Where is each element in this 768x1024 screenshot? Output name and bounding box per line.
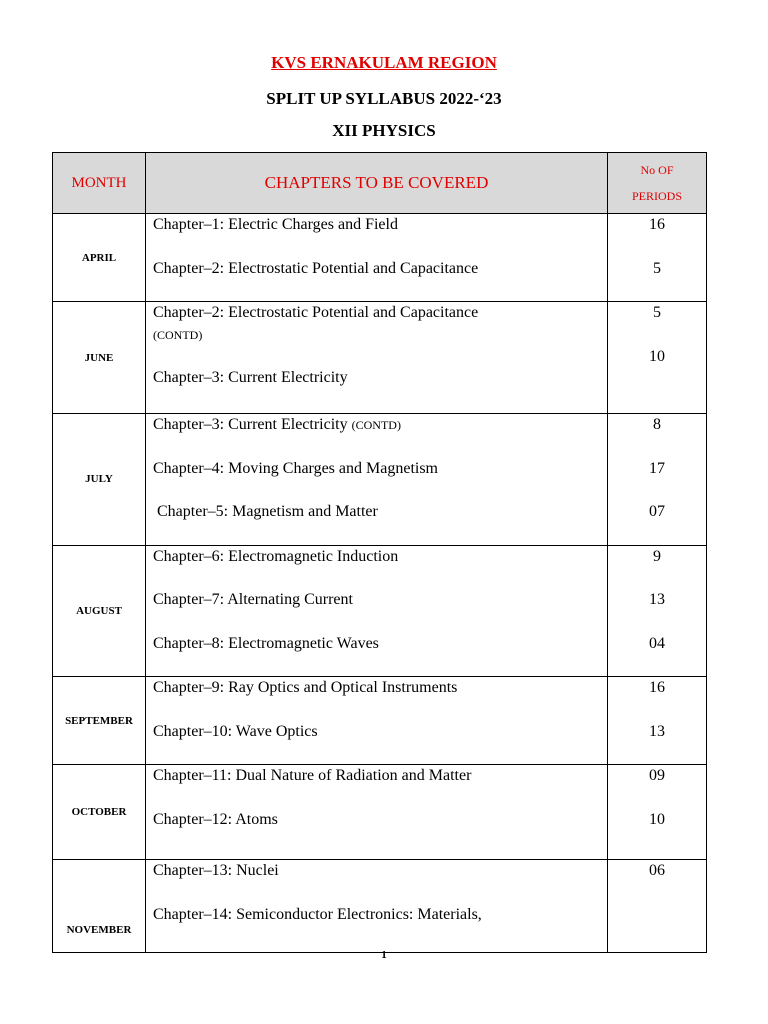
periods-cell (608, 677, 707, 765)
chapter-item: Chapter–12: Atoms (153, 810, 278, 828)
column-header-chapters: CHAPTERS TO BE COVERED (146, 153, 608, 214)
periods-cell (608, 545, 707, 677)
table-row (53, 214, 707, 302)
chapters-cell (146, 765, 608, 860)
periods-cell (608, 765, 707, 860)
table-header-row (53, 153, 707, 214)
period-value: 06 (649, 862, 665, 879)
period-value: 9 (653, 547, 661, 565)
chapter-item (153, 414, 607, 458)
chapter-item: Chapter–9: Ray Optics and Optical Instruments (153, 679, 458, 696)
periods-cell (608, 860, 707, 953)
table-row (53, 302, 707, 414)
chapter-text: Chapter–2: Electrostatic Potential and Capacitance (153, 304, 479, 321)
page-number: 1 (381, 949, 387, 961)
chapter-item: Chapter–1: Electric Charges and Field (153, 216, 398, 233)
period-value: 04 (649, 634, 665, 652)
chapter-item: Chapter–10: Wave Optics (153, 722, 318, 740)
chapters-cell (146, 545, 608, 677)
month-cell: AUGUST (53, 545, 146, 677)
period-value: 09 (649, 767, 665, 784)
chapter-item: Chapter–6: Electromagnetic Induction (153, 547, 399, 565)
chapter-item: Chapter–3: Current Electricity (153, 369, 348, 386)
period-value: 17 (649, 459, 665, 477)
chapter-item: Chapter–14: Semiconductor Electronics: Materials, (153, 905, 482, 923)
contd-label: (CONTD) (153, 328, 203, 342)
chapters-cell (146, 414, 608, 546)
period-value: 10 (649, 347, 665, 365)
chapters-cell (146, 860, 608, 953)
month-cell: JUNE (53, 302, 146, 414)
chapter-item: Chapter–2: Electrostatic Potential and Capacitance (153, 259, 479, 277)
chapter-item: Chapter–5: Magnetism and Matter (153, 503, 378, 520)
chapter-text: Chapter–3: Current Electricity (153, 416, 348, 433)
chapter-item: Chapter–13: Nuclei (153, 862, 279, 879)
syllabus-table (52, 152, 707, 953)
month-cell: NOVEMBER (53, 860, 146, 953)
table-row (53, 545, 707, 677)
period-value: 8 (653, 416, 661, 433)
period-value: 13 (649, 722, 665, 740)
region-title: KVS ERNAKULAM REGION (271, 53, 497, 72)
period-value: 5 (653, 259, 661, 277)
periods-header-line1: No OF (640, 163, 674, 177)
table-row (53, 765, 707, 860)
column-header-periods (608, 153, 707, 214)
period-value: 13 (649, 591, 665, 608)
subject-title: XII PHYSICS (332, 121, 436, 140)
table-row (53, 677, 707, 765)
table-row (53, 414, 707, 546)
period-value: 10 (649, 810, 665, 828)
chapters-cell (146, 677, 608, 765)
month-cell: OCTOBER (53, 765, 146, 860)
chapters-cell (146, 214, 608, 302)
contd-label: (CONTD) (351, 418, 401, 432)
chapter-item: Chapter–11: Dual Nature of Radiation and Matter (153, 767, 472, 784)
periods-header-line2: PERIODS (631, 189, 682, 203)
syllabus-title: SPLIT UP SYLLABUS 2022-‘23 (266, 89, 502, 108)
month-cell: JULY (53, 414, 146, 546)
period-value: 07 (649, 503, 665, 520)
chapters-cell (146, 302, 608, 414)
period-value: 16 (649, 679, 665, 696)
chapter-item: Chapter–7: Alternating Current (153, 591, 353, 608)
chapter-item (153, 302, 607, 367)
chapter-item: Chapter–8: Electromagnetic Waves (153, 634, 379, 652)
chapter-item: Chapter–4: Moving Charges and Magnetism (153, 459, 438, 477)
table-row (53, 860, 707, 953)
periods-cell (608, 302, 707, 414)
period-value: 16 (649, 216, 665, 233)
column-header-month: MONTH (53, 153, 146, 214)
month-cell: APRIL (53, 214, 146, 302)
period-value: 5 (653, 304, 661, 321)
month-cell: SEPTEMBER (53, 677, 146, 765)
periods-cell (608, 414, 707, 546)
periods-cell (608, 214, 707, 302)
